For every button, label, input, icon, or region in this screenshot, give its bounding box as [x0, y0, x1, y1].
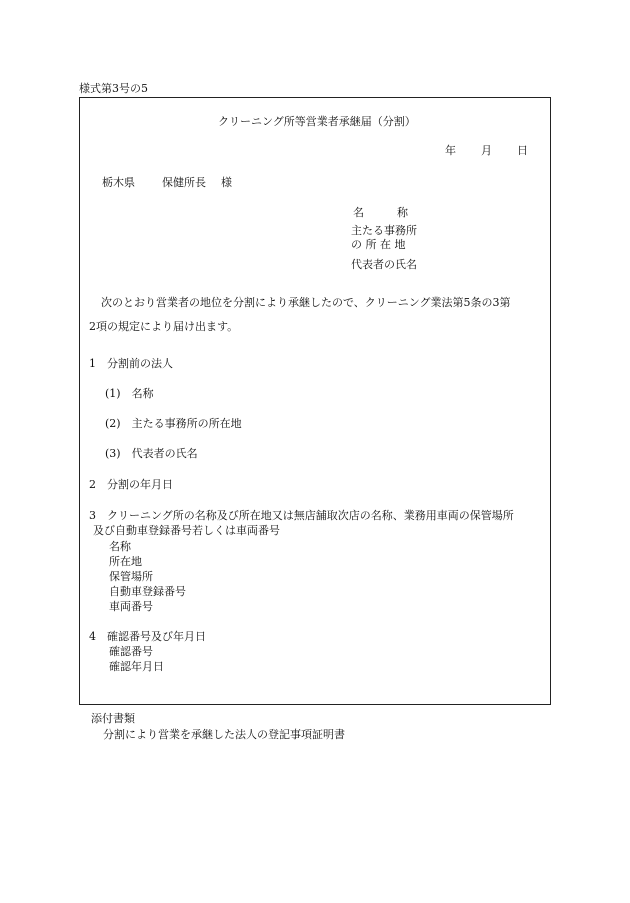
section1-item-name: (1) 名称	[105, 387, 154, 400]
section3-item: 名称	[109, 540, 131, 553]
attachments-item: 分割により営業を承継した法人の登記事項証明書	[103, 728, 345, 741]
section3-item: 自動車登録番号	[109, 585, 186, 598]
form-title: クリーニング所等営業者承継届（分割）	[218, 115, 416, 128]
attachments-heading: 添付書類	[91, 712, 135, 725]
applicant-name-label: 名 称	[353, 206, 408, 219]
addressee-prefecture: 栃木県	[102, 176, 135, 189]
section4-item: 確認年月日	[109, 660, 164, 673]
section3-item: 車両番号	[109, 600, 153, 613]
addressee-office: 保健所長	[162, 176, 206, 189]
date-year-label: 年	[445, 144, 456, 157]
section1-item-representative: (3) 代表者の氏名	[105, 447, 198, 460]
section4-item: 確認番号	[109, 645, 153, 658]
date-month-label: 月	[481, 144, 492, 157]
section3-item: 保管場所	[109, 570, 153, 583]
addressee-honorific: 様	[221, 176, 232, 189]
section1-item-address: (2) 主たる事務所の所在地	[105, 417, 242, 430]
date-day-label: 日	[517, 144, 528, 157]
body-text-line1: 次のとおり営業者の地位を分割により承継したので、クリーニング業法第5条の3第	[101, 296, 511, 309]
section3-heading-line2: 及び自動車登録番号若しくは車両番号	[93, 524, 280, 537]
section3-item: 所在地	[109, 555, 142, 568]
section4-heading: 4 確認番号及び年月日	[89, 630, 206, 643]
applicant-representative-label: 代表者の氏名	[351, 258, 417, 271]
form-number: 様式第3号の5	[79, 82, 148, 95]
section1-heading: 1 分割前の法人	[89, 357, 173, 370]
applicant-office-label-line1: 主たる事務所	[351, 224, 417, 237]
section3-heading-line1: 3 クリーニング所の名称及び所在地又は無店舗取次店の名称、業務用車両の保管場所	[89, 509, 514, 522]
applicant-office-label-line2: の 所 在 地	[351, 238, 406, 251]
section2-heading: 2 分割の年月日	[89, 478, 173, 491]
body-text-line2: 2項の規定により届け出ます。	[89, 320, 239, 333]
